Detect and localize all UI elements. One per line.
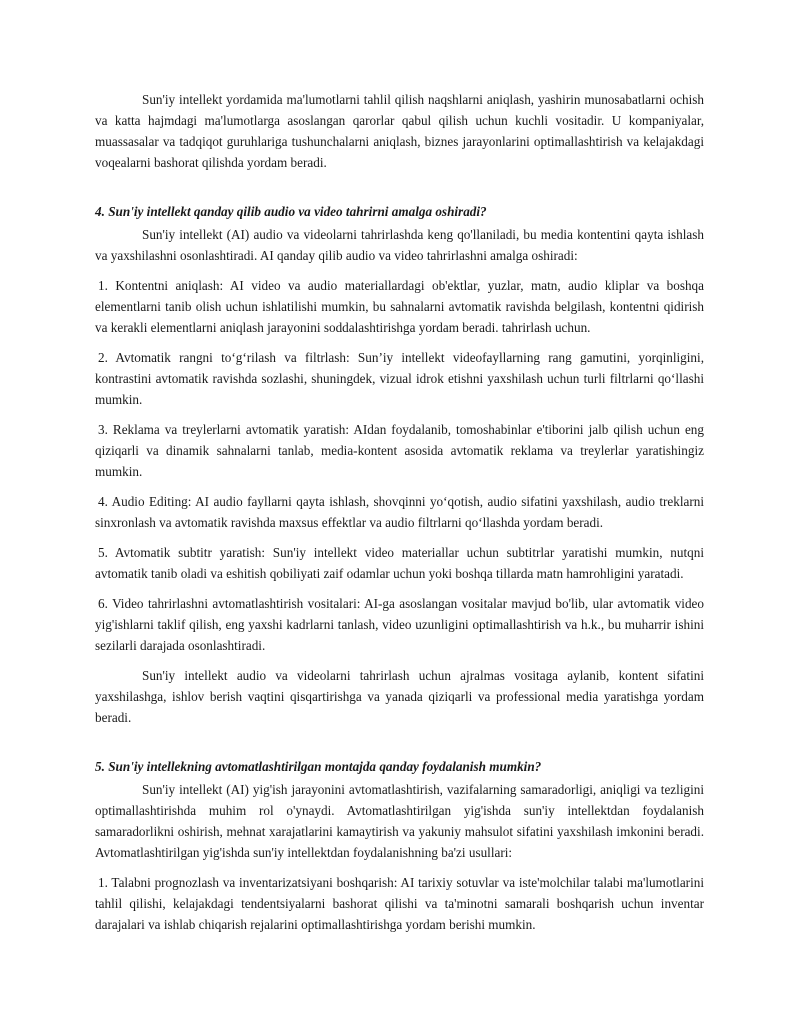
section-4-item-6: 6. Video tahrirlashni avtomatlashtirish vositalari: AI-ga asoslangan vositalar mavjud bo'lib, ular avtomatik video yig'ishlarni taklif qilish, eng yaxshi kadrlarni tanlash, video uzunligini optimallashtirish va h.k., bu muharrir ishini sezilarli darajada osonlashtiradi. — [95, 596, 704, 653]
intro-paragraph: Sun'iy intellekt yordamida ma'lumotlarni tahlil qilish naqshlarni aniqlash, yashirin munosabatlarni ochish va katta hajmdagi ma'lumotlarga asoslangan qarorlar qabul qilish uchun kuchli vositadir. U kompaniyalar, muassasalar va tadqiqot guruhlariga tushunchalarni aniqlash, biznes jarayonlarini optimallashtirish va kelajakdagi voqealarni bashorat qilishda yordam beradi. — [95, 92, 704, 170]
section-4-item-4: 4. Audio Editing: AI audio fayllarni qayta ishlash, shovqinni yo‘qotish, audio sifatini yaxshilash, audio treklarni sinxronlash va avtomatik ravishda maxsus effektlar va audio filtrlarni qo‘llashda yordam beradi. — [95, 494, 704, 530]
section-4-conclusion: Sun'iy intellekt audio va videolarni tahrirlash uchun ajralmas vositaga aylanib, kontent sifatini yaxshilashga, ishlov berish vaqtini qisqartirishga va yanada qiziqarli va professional media yaratishga yordam beradi. — [95, 668, 704, 725]
section-4-item-1: 1. Kontentni aniqlash: AI video va audio materiallardagi ob'ektlar, yuzlar, matn, audio kliplar va boshqa elementlarni tanib olish uchun ishlatilishi mumkin, bu sahnalarni avtomatik ravishda belgilash, kontentni qidirish va kerakli elementlarni aniqlash jarayonini soddalashtirishga yordam beradi. tahrirlash uchun. — [95, 278, 704, 335]
section-4-intro: Sun'iy intellekt (AI) audio va videolarni tahrirlashda keng qo'llaniladi, bu media kontentini qayta ishlash va yaxshilashni osonlashtiradi. AI qanday qilib audio va video tahrirlashni amalga oshiradi: — [95, 227, 704, 263]
section-5-heading: 5. Sun'iy intellekning avtomatlashtirilgan montajda qanday foydalanish mumkin? — [95, 759, 542, 774]
section-4-item-5: 5. Avtomatik subtitr yaratish: Sun'iy intellekt video materiallar uchun subtitrlar yaratishi mumkin, nutqni avtomatik tanib oladi va eshitish qobiliyati zaif odamlar uchun yoki boshqa tillarda matn hamrohligini yaratadi. — [95, 545, 704, 581]
section-4-heading: 4. Sun'iy intellekt qanday qilib audio va video tahrirni amalga oshiradi? — [95, 204, 487, 219]
section-5-item-1: 1. Talabni prognozlash va inventarizatsiyani boshqarish: AI tarixiy sotuvlar va iste'molchilar talabi ma'lumotlarini tahlil qilishi, kelajakdagi tendentsiyalarni bashorat qilishi va ta'minotni samarali boshqarish uchun inventar darajalari va ishlab chiqarish rejalarini optimallashtirishga yordam berishi mumkin. — [95, 875, 704, 932]
section-5-intro: Sun'iy intellekt (AI) yig'ish jarayonini avtomatlashtirish, vazifalarning samaradorligi, aniqligi va tezligini optimallashtirishda muhim rol o'ynaydi. Avtomatlashtirilgan yig'ishda sun'iy intellektdan foydalanish samaradorlikni oshirish, mehnat xarajatlarini kamaytirish va yakuniy mahsulot sifatini yaxshilash imkonini beradi. Avtomatlashtirilgan yig'ishda sun'iy intellektdan foydalanishning ba'zi usullari: — [95, 782, 704, 860]
section-4-item-3: 3. Reklama va treylerlarni avtomatik yaratish: AIdan foydalanib, tomoshabinlar e'tiborini jalb qilish uchun eng qiziqarli va dinamik sahnalarni tanlab, media-kontent asosida avtomatik reklama va treylerlar yaratishingiz mumkin. — [95, 422, 704, 479]
section-4-item-2: 2. Avtomatik rangni to‘g‘rilash va filtrlash: Sun’iy intellekt videofayllarning rang gamutini, yorqinligini, kontrastini avtomatik ravishda sozlashi, shuningdek, vizual idrok etishni yaxshilash uchun turli filtrlarni qo‘llashi mumkin. — [95, 350, 704, 407]
